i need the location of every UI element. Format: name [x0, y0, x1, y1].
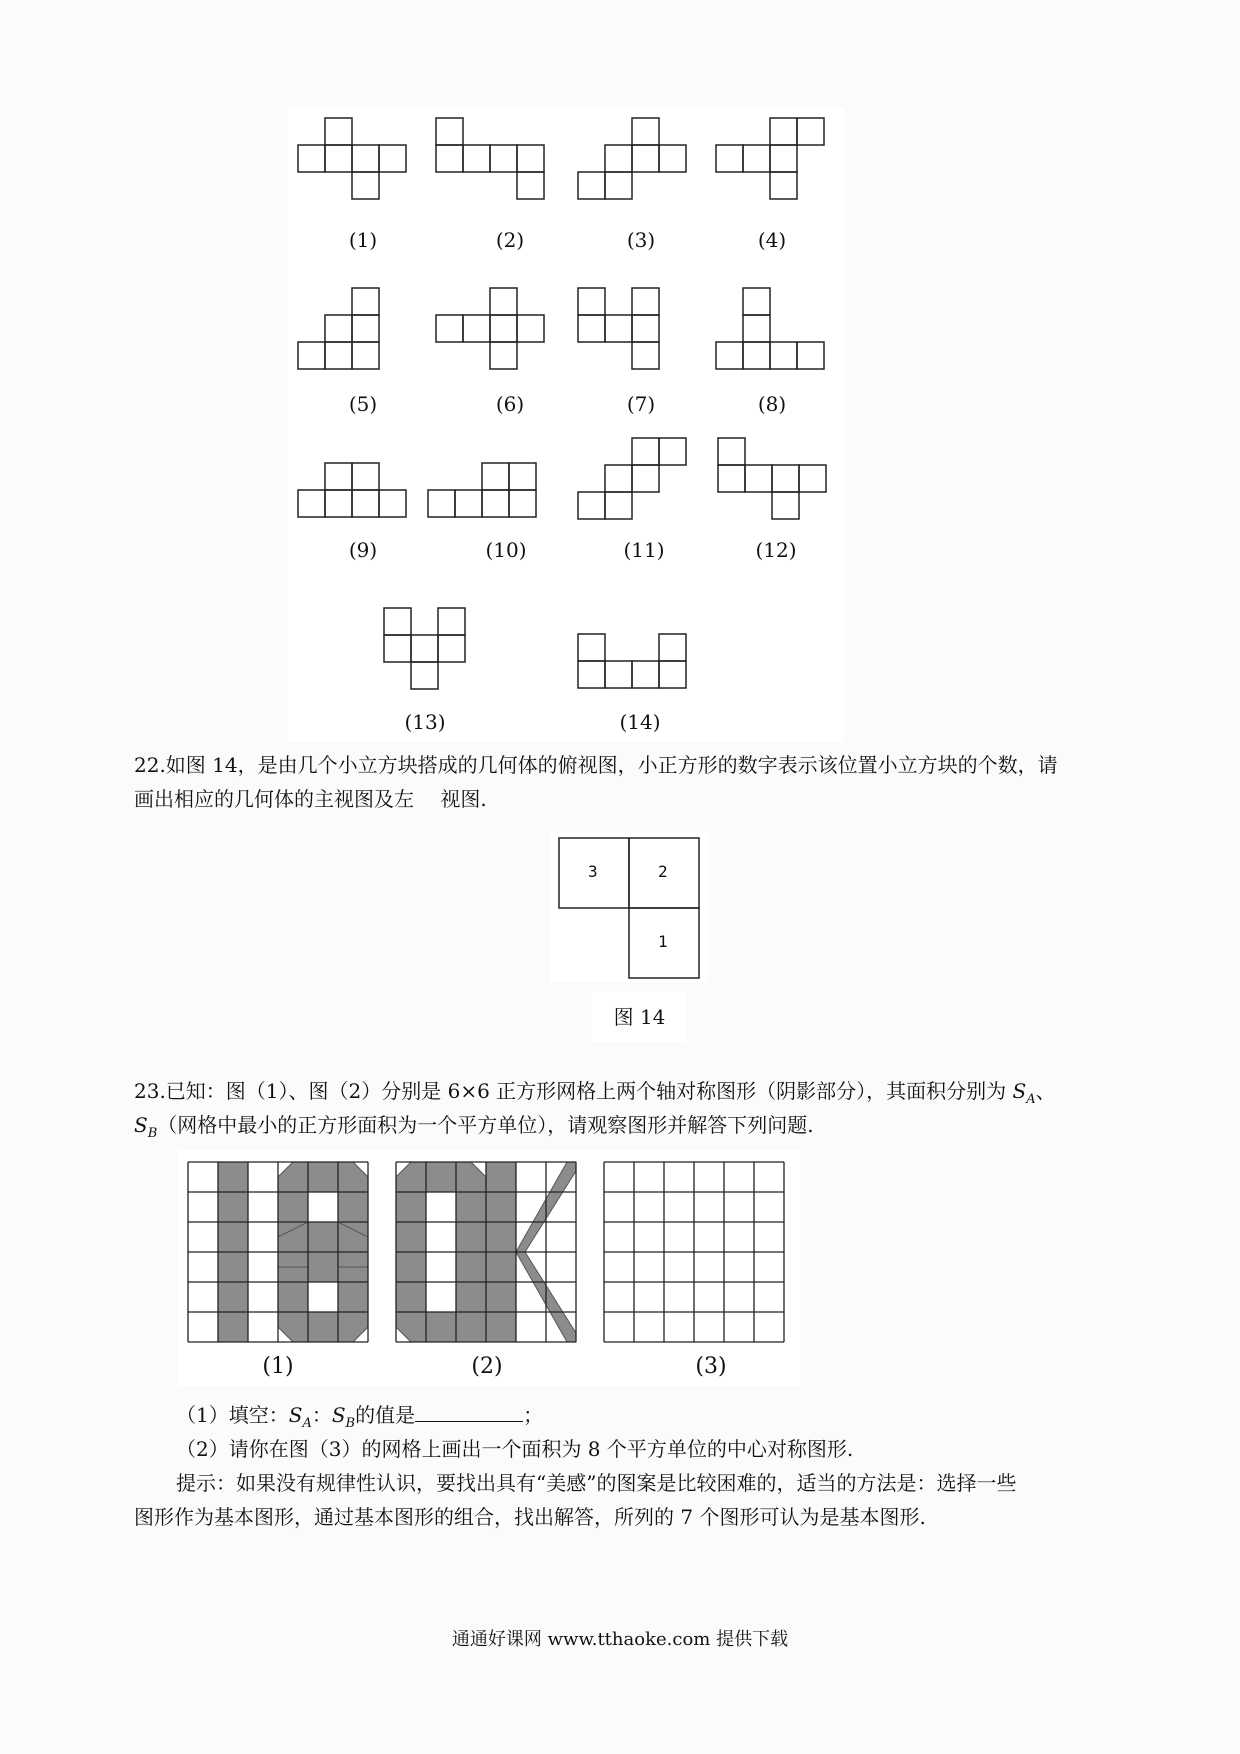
q23-part2: （2）请你在图（3）的网格上画出一个面积为 8 个平方单位的中心对称图形. [176, 1437, 854, 1461]
net-label-5: (5) [348, 392, 378, 416]
cube-net-10 [428, 463, 536, 517]
net-square [659, 661, 686, 688]
q23-line1-text: 23.已知：图（1）、图（2）分别是 6×6 正方形网格上两个轴对称图形（阴影部分），其面积分别为 [134, 1079, 1013, 1103]
net-square [743, 145, 770, 172]
grid-label-3: (3) [695, 1354, 727, 1379]
net-square [298, 490, 325, 517]
part1-end: ； [523, 1403, 544, 1427]
net-square [298, 145, 325, 172]
part1-prefix: （1）填空： [176, 1403, 289, 1427]
net-label-9: (9) [348, 538, 378, 562]
cube-net-8 [716, 288, 824, 369]
sb-symbol [134, 1113, 158, 1141]
cube-net-1 [298, 118, 406, 199]
net-square [436, 145, 463, 172]
q23-line1-end: 、 [1035, 1079, 1056, 1103]
net-square [718, 465, 745, 492]
net-square [605, 315, 632, 342]
cube-net-7 [578, 288, 659, 369]
net-square [509, 490, 536, 517]
net-square [718, 438, 745, 465]
grid-label-1: (1) [262, 1354, 294, 1379]
cube-net-14 [578, 634, 686, 688]
net-label-4: (4) [757, 228, 787, 252]
net-square [743, 342, 770, 369]
net-label-12: (12) [755, 538, 797, 562]
q22-text-line2: 画出相应的几何体的主视图及左 视图. [134, 787, 487, 811]
q23-text-line2 [134, 1108, 1124, 1151]
sa-subscript: A [1026, 1092, 1036, 1107]
net-square [605, 492, 632, 519]
net-square [352, 315, 379, 342]
net-square [632, 315, 659, 342]
cube-net-12 [718, 438, 826, 519]
net-square [384, 635, 411, 662]
hint-line1: 提示：如果没有规律性认识，要找出具有“美感”的图案是比较困难的，适当的方法是：选择一些 [176, 1471, 1017, 1495]
net-square [517, 145, 544, 172]
net-square [770, 342, 797, 369]
cube-net-6 [436, 288, 544, 369]
net-square [605, 172, 632, 199]
hint-line2: 图形作为基本图形，通过基本图形的组合，找出解答，所列的 7 个图形可认为是基本图形. [134, 1505, 926, 1529]
net-square [436, 315, 463, 342]
net-square [325, 118, 352, 145]
net-square [352, 490, 379, 517]
cube-net-5 [298, 288, 379, 369]
net-square [411, 662, 438, 689]
cube-net-13 [384, 608, 465, 689]
sa-symbol-2 [288, 1403, 312, 1431]
net-square [632, 288, 659, 315]
net-square [352, 463, 379, 490]
net-square [379, 490, 406, 517]
sb-symbol-2 [331, 1403, 356, 1431]
cube-nets-drawing [288, 108, 844, 742]
net-square [352, 288, 379, 315]
net-square [463, 145, 490, 172]
net-label-3: (3) [626, 228, 656, 252]
net-square [770, 118, 797, 145]
net-square [772, 492, 799, 519]
net-square [578, 634, 605, 661]
net-square [463, 315, 490, 342]
net-square [605, 661, 632, 688]
net-square [632, 465, 659, 492]
cube-net-3 [578, 118, 686, 199]
sb-subscript-2: B [345, 1416, 356, 1431]
net-square [716, 145, 743, 172]
q23-line2-text: （网格中最小的正方形面积为一个平方单位），请观察图形并解答下列问题. [157, 1113, 814, 1137]
net-square [325, 315, 352, 342]
net-label-11: (11) [623, 538, 665, 562]
sb-letter-2: S [331, 1403, 346, 1427]
net-label-8: (8) [757, 392, 787, 416]
net-square [325, 490, 352, 517]
net-square [743, 315, 770, 342]
net-square [578, 288, 605, 315]
net-square [797, 118, 824, 145]
net-square [490, 342, 517, 369]
footer-credit: 通通好课网 www.tthaoke.com 提供下载 [451, 1629, 789, 1650]
net-square [509, 463, 536, 490]
net-square [632, 661, 659, 688]
net-square [716, 342, 743, 369]
net-square [632, 438, 659, 465]
net-square [325, 342, 352, 369]
q22-text-line1: 22.如图 14，是由几个小立方块搭成的几何体的俯视图，小正方形的数字表示该位置小立方块的个数，请 [134, 753, 1058, 777]
cube-net-4 [716, 118, 824, 199]
figure-14-caption-box [592, 992, 687, 1042]
net-square [325, 463, 352, 490]
sb-letter: S [134, 1113, 148, 1137]
answer-blank[interactable] [415, 1399, 523, 1422]
sa-subscript-2: A [302, 1416, 312, 1431]
net-square [632, 342, 659, 369]
net-square [632, 118, 659, 145]
net-label-10: (10) [485, 538, 527, 562]
net-square [772, 465, 799, 492]
cube-nets-figure [288, 108, 844, 742]
net-square [659, 438, 686, 465]
net-square [770, 145, 797, 172]
net-square [482, 463, 509, 490]
net-square [632, 145, 659, 172]
sb-subscript: B [147, 1126, 158, 1141]
grid-3 [604, 1162, 784, 1342]
cube-net-9 [298, 463, 406, 517]
net-square [352, 172, 379, 199]
net-square [578, 315, 605, 342]
net-square [605, 465, 632, 492]
figure-14-caption: 图 14 [613, 1005, 666, 1029]
sa-symbol [1012, 1079, 1036, 1107]
net-label-6: (6) [495, 392, 525, 416]
net-square [745, 465, 772, 492]
net-square [436, 118, 463, 145]
net-label-13: (13) [404, 710, 446, 734]
net-square [438, 635, 465, 662]
net-square [578, 172, 605, 199]
net-label-2: (2) [495, 228, 525, 252]
net-square [743, 288, 770, 315]
net-square [384, 608, 411, 635]
cube-net-11 [578, 438, 686, 519]
part1-suffix: 的值是 [355, 1403, 416, 1427]
grid-figures-drawing [178, 1150, 800, 1386]
net-square [770, 172, 797, 199]
net-square [352, 342, 379, 369]
net-square [517, 315, 544, 342]
net-square [517, 172, 544, 199]
net-square [325, 145, 352, 172]
net-square [379, 145, 406, 172]
net-square [482, 490, 509, 517]
net-label-7: (7) [626, 392, 656, 416]
sa-letter: S [1012, 1079, 1027, 1103]
net-square [490, 145, 517, 172]
sa-letter-2: S [288, 1403, 303, 1427]
net-square [411, 635, 438, 662]
net-label-14: (14) [619, 710, 661, 734]
net-square [659, 634, 686, 661]
net-square [298, 342, 325, 369]
cell-count-bottom: 1 [658, 932, 668, 951]
net-square [659, 145, 686, 172]
net-square [578, 661, 605, 688]
net-label-1: (1) [348, 228, 378, 252]
net-square [490, 315, 517, 342]
net-square [605, 145, 632, 172]
cell-count-left: 3 [588, 862, 598, 881]
figure-14-top-view [550, 832, 708, 982]
grid-figures [178, 1150, 800, 1386]
ratio-colon: ： [311, 1403, 332, 1427]
net-square [490, 288, 517, 315]
net-square [578, 492, 605, 519]
net-square [455, 490, 482, 517]
net-square [797, 342, 824, 369]
net-square [352, 145, 379, 172]
net-square [438, 608, 465, 635]
net-square [428, 490, 455, 517]
cell-count-right: 2 [658, 862, 668, 881]
cube-net-2 [436, 118, 544, 199]
figure-14-grid [550, 832, 708, 982]
grid-label-2: (2) [471, 1354, 503, 1379]
net-square [799, 465, 826, 492]
